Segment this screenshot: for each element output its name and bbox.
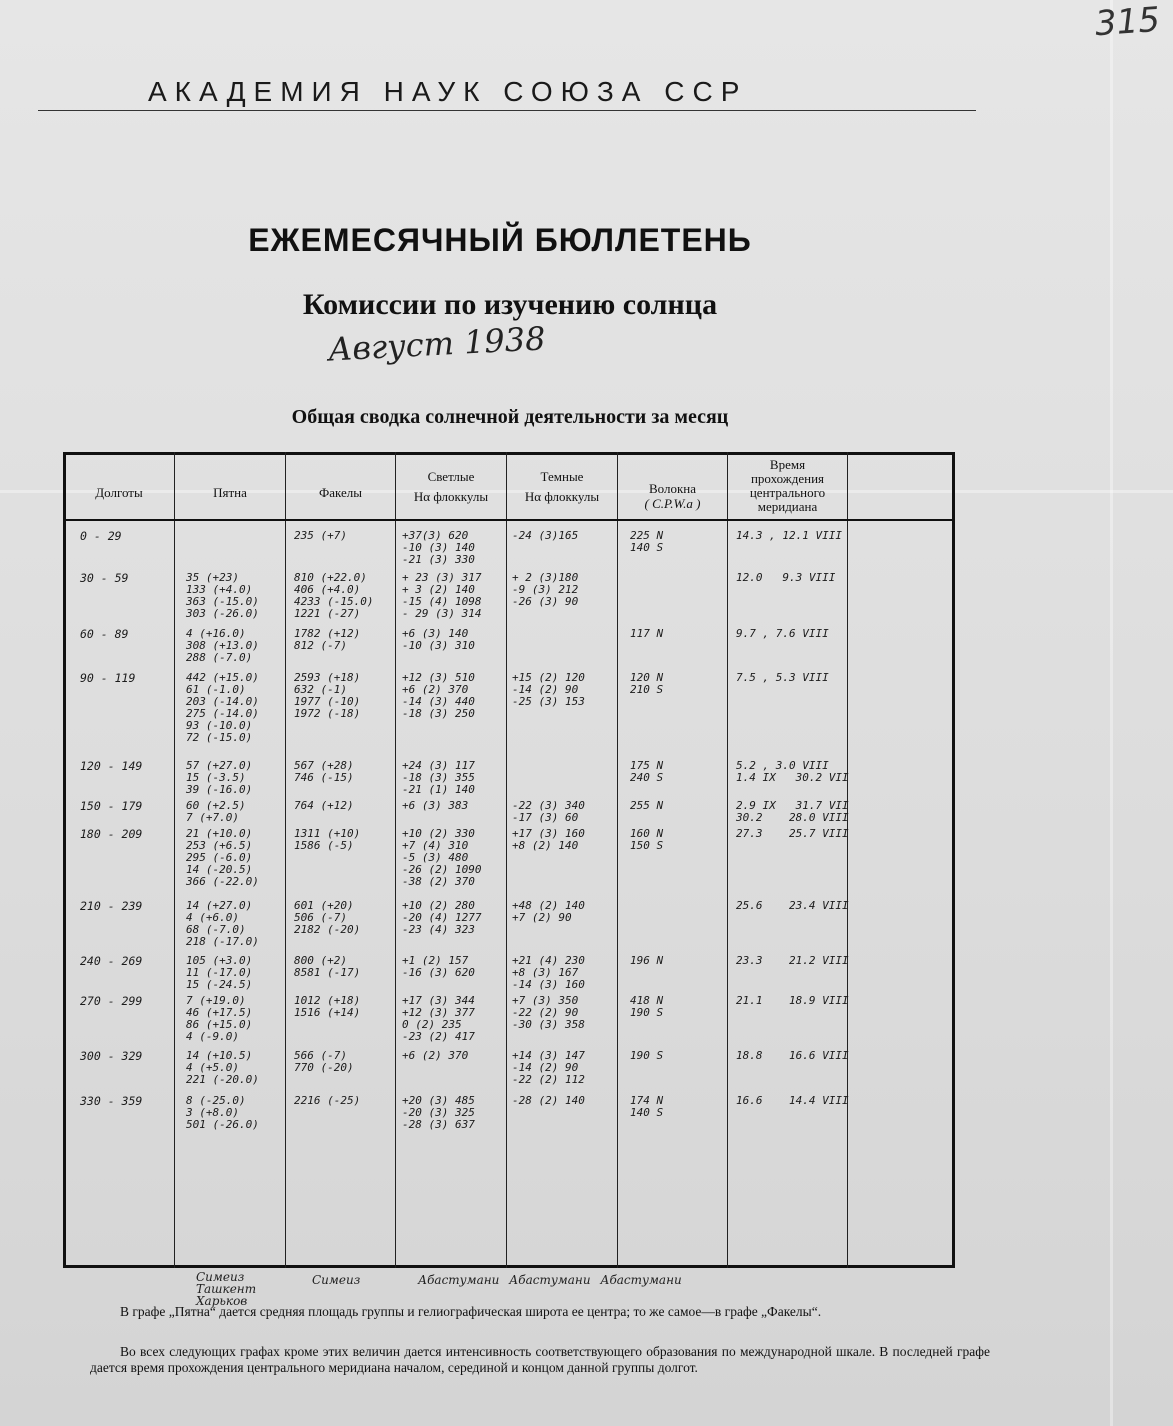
row-bright-flocculi: +17 (3) 344 +12 (3) 377 0 (2) 235 -23 (2) 417	[402, 994, 475, 1043]
bulletin-title: ЕЖЕМЕСЯЧНЫЙ БЮЛЛЕТЕНЬ	[248, 222, 752, 258]
row-spots: 14 (+27.0) 4 (+6.0) 68 (-7.0) 218 (-17.0)	[186, 899, 259, 948]
row-longitude: 150 - 179	[80, 799, 143, 813]
archive-page-number: 315	[1093, 0, 1162, 45]
row-bright-flocculi: +6 (2) 370	[402, 1049, 469, 1062]
row-dark-flocculi: +15 (2) 120 -14 (2) 90 -25 (3) 153	[512, 671, 585, 708]
row-spots: 57 (+27.0) 15 (-3.5) 39 (-16.0)	[186, 759, 253, 796]
row-dark-flocculi: -24 (3)165	[512, 529, 579, 542]
column-divider	[174, 452, 175, 1268]
row-meridian-time: 14.3 , 12.1 VIII	[736, 529, 842, 542]
row-spots: 14 (+10.5) 4 (+5.0) 221 (-20.0)	[186, 1049, 259, 1086]
row-filaments: 190 S	[630, 1049, 664, 1062]
row-filaments: 174 N 140 S	[630, 1094, 664, 1119]
column-divider	[395, 452, 396, 1268]
row-filaments: 160 N 150 S	[630, 827, 664, 852]
row-dark-flocculi: + 2 (3)180 -9 (3) 212 -26 (3) 90	[512, 571, 579, 608]
row-spots: 8 (-25.0) 3 (+8.0) 501 (-26.0)	[186, 1094, 259, 1131]
column-divider	[617, 452, 618, 1268]
row-filaments: 120 N 210 S	[630, 671, 664, 696]
row-faculae: 601 (+20) 506 (-7) 2182 (-20)	[294, 899, 361, 936]
row-filaments: 196 N	[630, 954, 664, 967]
row-faculae: 1782 (+12) 812 (-7)	[294, 627, 361, 652]
handwritten-month: Август 1938	[327, 319, 547, 369]
row-spots: 4 (+16.0) 308 (+13.0) 288 (-7.0)	[186, 627, 259, 664]
row-spots: 442 (+15.0) 61 (-1.0) 203 (-14.0) 275 (-14.0) 93 (-10.0) 72 (-15.0)	[186, 671, 259, 744]
row-spots: 35 (+23) 133 (+4.0) 363 (-15.0) 303 (-26.0)	[186, 571, 259, 620]
row-filaments: 175 N 240 S	[630, 759, 664, 784]
row-bright-flocculi: + 23 (3) 317 + 3 (2) 140 -15 (4) 1098 - 29 (3) 314	[402, 571, 482, 620]
header-bright-flocculi-2: Hα флоккулы	[413, 489, 489, 504]
row-faculae: 566 (-7) 770 (-20)	[294, 1049, 354, 1074]
row-bright-flocculi: +37(3) 620 -10 (3) 140 -21 (3) 330	[402, 529, 475, 566]
row-faculae: 810 (+22.0) 406 (+4.0) 4233 (-15.0) 1221 (-27)	[294, 571, 374, 620]
header-spots: Пятна	[213, 485, 247, 500]
row-longitude: 30 - 59	[80, 571, 129, 585]
column-divider	[727, 452, 728, 1268]
header-rule	[38, 110, 976, 111]
row-faculae: 800 (+2) 8581 (-17)	[294, 954, 361, 979]
row-faculae: 2593 (+18) 632 (-1) 1977 (-10) 1972 (-18)	[294, 671, 361, 720]
observatory-signature-spots: Симеиз Ташкент Харьков	[196, 1270, 257, 1308]
bulletin-subtitle: Комиссии по изучению солнца	[302, 288, 718, 321]
row-longitude: 60 - 89	[80, 627, 129, 641]
header-filaments: Волокна	[648, 481, 697, 496]
paper-fold	[1110, 0, 1113, 1426]
header-dark-flocculi-2: Hα флоккулы	[524, 489, 600, 504]
row-filaments: 418 N 190 S	[630, 994, 664, 1019]
header-filaments-note: ( C.P.W.a )	[644, 496, 701, 511]
row-bright-flocculi: +6 (3) 383	[402, 799, 469, 812]
row-meridian-time: 5.2 , 3.0 VIII 1.4 IX 30.2 VII	[736, 759, 849, 784]
academy-header: АКАДЕМИЯ НАУК СОЮЗА ССР	[148, 76, 748, 107]
row-longitude: 300 - 329	[80, 1049, 143, 1063]
row-dark-flocculi: +14 (3) 147 -14 (2) 90 -22 (2) 112	[512, 1049, 585, 1086]
row-filaments: 255 N	[630, 799, 664, 812]
row-longitude: 180 - 209	[80, 827, 143, 841]
row-faculae: 2216 (-25)	[294, 1094, 361, 1107]
row-meridian-time: 7.5 , 5.3 VIII	[736, 671, 829, 684]
row-bright-flocculi: +1 (2) 157 -16 (3) 620	[402, 954, 475, 979]
observatory-signature-flocculi: Абастумани Абастумани Абастумани	[418, 1273, 682, 1287]
row-meridian-time: 9.7 , 7.6 VIII	[736, 627, 829, 640]
summary-title: Общая сводка солнечной деятельности за месяц	[291, 406, 729, 428]
row-faculae: 1311 (+10) 1586 (-5)	[294, 827, 361, 852]
header-faculae: Факелы	[318, 485, 363, 500]
row-dark-flocculi: -28 (2) 140	[512, 1094, 585, 1107]
row-meridian-time: 25.6 23.4 VIII	[736, 899, 849, 912]
header-meridian: Время прохождения центрального меридиана	[749, 457, 826, 514]
row-longitude: 240 - 269	[80, 954, 143, 968]
row-faculae: 1012 (+18) 1516 (+14)	[294, 994, 361, 1019]
row-longitude: 270 - 299	[80, 994, 143, 1008]
column-divider	[285, 452, 286, 1268]
row-dark-flocculi: +17 (3) 160 +8 (2) 140	[512, 827, 585, 852]
row-bright-flocculi: +24 (3) 117 -18 (3) 355 -21 (1) 140	[402, 759, 475, 796]
row-longitude: 120 - 149	[80, 759, 143, 773]
header-divider	[63, 519, 955, 521]
header-dark-flocculi-1: Темные	[540, 469, 584, 484]
row-faculae: 567 (+28) 746 (-15)	[294, 759, 354, 784]
row-meridian-time: 16.6 14.4 VIII	[736, 1094, 849, 1107]
row-longitude: 330 - 359	[80, 1094, 143, 1108]
column-divider	[506, 452, 507, 1268]
row-bright-flocculi: +10 (2) 330 +7 (4) 310 -5 (3) 480 -26 (2) 1090 -38 (2) 370	[402, 827, 482, 888]
row-meridian-time: 27.3 25.7 VIII	[736, 827, 849, 840]
row-dark-flocculi: +21 (4) 230 +8 (3) 167 -14 (3) 160	[512, 954, 585, 991]
row-spots: 60 (+2.5) 7 (+7.0)	[186, 799, 246, 824]
row-longitude: 0 - 29	[80, 529, 122, 543]
row-meridian-time: 23.3 21.2 VIII	[736, 954, 849, 967]
row-meridian-time: 12.0 9.3 VIII	[736, 571, 836, 584]
header-longitudes: Долготы	[95, 485, 143, 500]
row-spots: 105 (+3.0) 11 (-17.0) 15 (-24.5)	[186, 954, 253, 991]
row-filaments: 225 N 140 S	[630, 529, 664, 554]
row-faculae: 235 (+7)	[294, 529, 347, 542]
row-faculae: 764 (+12)	[294, 799, 354, 812]
row-filaments: 117 N	[630, 627, 664, 640]
row-longitude: 210 - 239	[80, 899, 143, 913]
row-bright-flocculi: +10 (2) 280 -20 (4) 1277 -23 (4) 323	[402, 899, 482, 936]
row-spots: 21 (+10.0) 253 (+6.5) 295 (-6.0) 14 (-20.5) 366 (-22.0)	[186, 827, 259, 888]
row-meridian-time: 21.1 18.9 VIII	[736, 994, 849, 1007]
header-bright-flocculi-1: Светлые	[427, 469, 475, 484]
row-spots: 7 (+19.0) 46 (+17.5) 86 (+15.0) 4 (-9.0)	[186, 994, 253, 1043]
row-dark-flocculi: -22 (3) 340 -17 (3) 60	[512, 799, 585, 824]
column-divider	[847, 452, 848, 1268]
row-bright-flocculi: +12 (3) 510 +6 (2) 370 -14 (3) 440 -18 (3) 250	[402, 671, 475, 720]
row-bright-flocculi: +6 (3) 140 -10 (3) 310	[402, 627, 475, 652]
row-dark-flocculi: +48 (2) 140 +7 (2) 90	[512, 899, 585, 924]
footnote-spots: В графе „Пятна“ дается средняя площадь группы и гелиографическая широта ее центра; то же самое—в графе „Факелы“.	[120, 1304, 822, 1319]
row-dark-flocculi: +7 (3) 350 -22 (2) 90 -30 (3) 358	[512, 994, 585, 1031]
observatory-signature-faculae: Симеиз	[312, 1273, 361, 1287]
row-longitude: 90 - 119	[80, 671, 136, 685]
row-meridian-time: 18.8 16.6 VIII	[736, 1049, 849, 1062]
row-bright-flocculi: +20 (3) 485 -20 (3) 325 -28 (3) 637	[402, 1094, 475, 1131]
footnote-intensity: Во всех следующих графах кроме этих величин дается интенсивность соответствующего образования по международной шкале. В последней графе дается время прохождения центрального меридиана началом, серединой и концом данной группы долгот.	[90, 1344, 990, 1375]
row-meridian-time: 2.9 IX 31.7 VII 30.2 28.0 VIII	[736, 799, 849, 824]
